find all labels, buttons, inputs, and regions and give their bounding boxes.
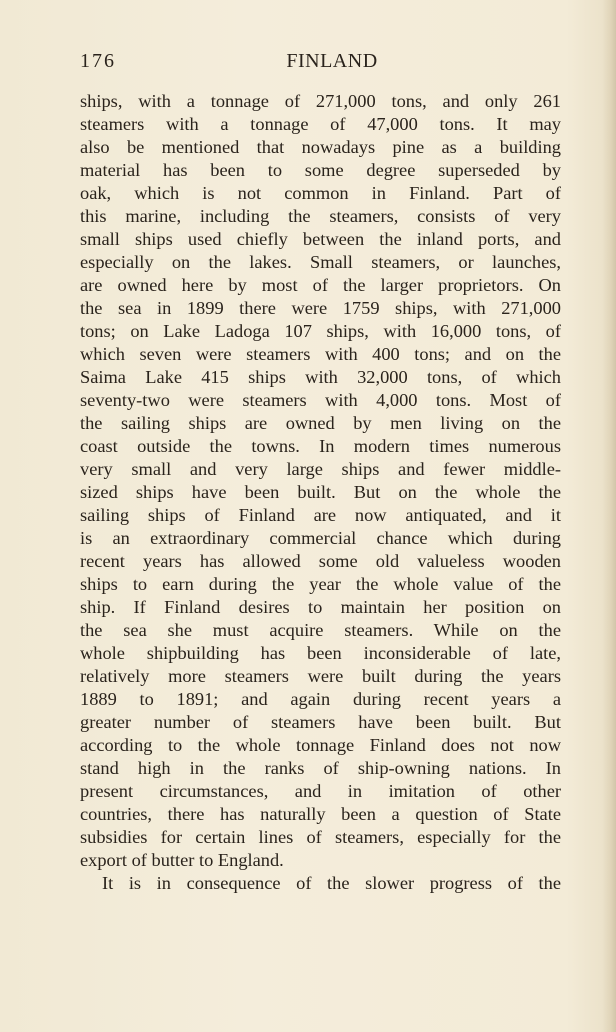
text-line: sailing ships of Finland are now antiquated, and it [80, 505, 561, 525]
text-line: very small and very large ships and fewer middle- [80, 459, 561, 479]
text-line: countries, there has naturally been a question of State [80, 804, 561, 824]
text-line: the sea she must acquire steamers. While on the [80, 620, 561, 640]
text-line: ship. If Finland desires to maintain her position on [80, 597, 561, 617]
text-line: Saima Lake 415 ships with 32,000 tons, of which [80, 367, 561, 387]
text-line: recent years has allowed some old valueless wooden [80, 551, 561, 571]
text-line: subsidies for certain lines of steamers, especially for the [80, 827, 561, 847]
text-line: sized ships have been built. But on the whole the [80, 482, 561, 502]
text-line: also be mentioned that nowadays pine as a building [80, 137, 561, 157]
text-line: It is in consequence of the slower progress of the [102, 873, 561, 893]
text-line: small ships used chiefly between the inland ports, and [80, 229, 561, 249]
text-line: this marine, including the steamers, consists of very [80, 206, 561, 226]
text-line: material has been to some degree superseded by [80, 160, 561, 180]
text-line: 1889 to 1891; and again during recent years a [80, 689, 561, 709]
page-number: 176 [80, 50, 116, 72]
text-line: export of butter to England. [80, 850, 284, 870]
text-line: greater number of steamers have been built. But [80, 712, 561, 732]
text-line: the sea in 1899 there were 1759 ships, with 271,000 [80, 298, 561, 318]
text-line: present circumstances, and in imitation of other [80, 781, 561, 801]
text-line: is an extraordinary commercial chance which during [80, 528, 561, 548]
text-line: especially on the lakes. Small steamers, or launches, [80, 252, 561, 272]
text-line: coast outside the towns. In modern times numerous [80, 436, 561, 456]
text-line: the sailing ships are owned by men living on the [80, 413, 561, 433]
text-line: ships, with a tonnage of 271,000 tons, and only 261 [80, 91, 561, 111]
text-line: whole shipbuilding has been inconsiderable of late, [80, 643, 561, 663]
running-title: FINLAND [286, 50, 378, 72]
text-line: seventy-two were steamers with 4,000 tons. Most of [80, 390, 561, 410]
text-line: according to the whole tonnage Finland does not now [80, 735, 561, 755]
text-line: are owned here by most of the larger proprietors. On [80, 275, 561, 295]
page-header [80, 50, 562, 80]
text-line: stand high in the ranks of ship-owning nations. In [80, 758, 561, 778]
text-line: ships to earn during the year the whole value of the [80, 574, 561, 594]
text-line: steamers with a tonnage of 47,000 tons. It may [80, 114, 561, 134]
text-line: tons; on Lake Ladoga 107 ships, with 16,000 tons, of [80, 321, 561, 341]
body-text [80, 90, 561, 895]
page-edge-shadow [602, 0, 616, 1032]
text-line: which seven were steamers with 400 tons; and on the [80, 344, 561, 364]
text-line: relatively more steamers were built during the years [80, 666, 561, 686]
text-line: oak, which is not common in Finland. Part of [80, 183, 561, 203]
